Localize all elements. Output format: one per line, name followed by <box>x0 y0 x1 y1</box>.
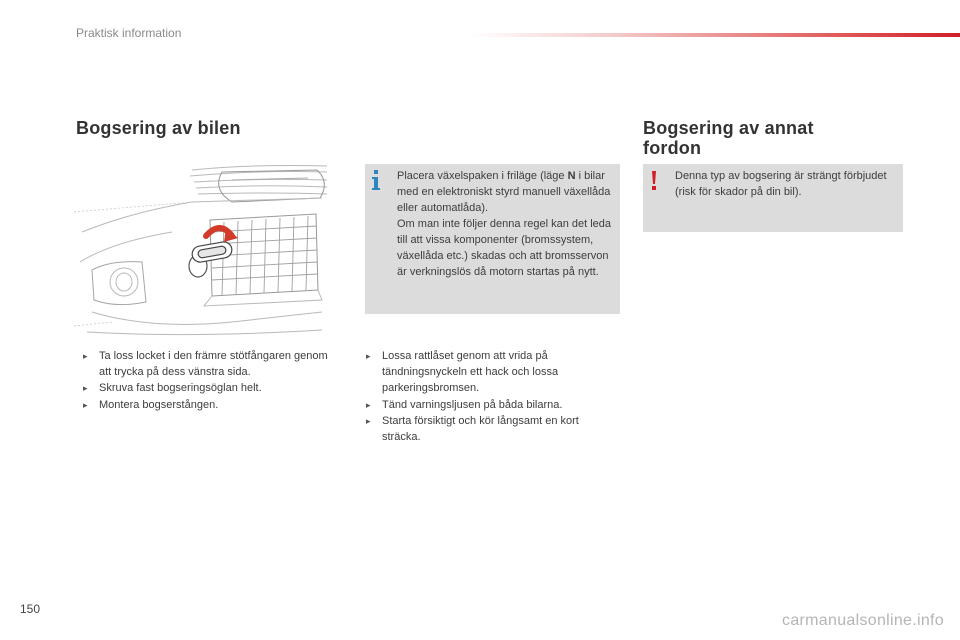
front-bumper-tow-eye-illustration <box>72 162 332 338</box>
steps-list-middle <box>366 348 616 445</box>
info-note-text-2: Om man inte följer denna regel kan det leda till att vissa komponenter (bromssystem, växellåda etc.) skadas och att bromsservon är verkningslös då motorn startas på nytt. <box>397 218 612 278</box>
step-text: Lossa rattlåset genom att vrida på tändningsnyckeln ett hack och lossa parkeringsbromsen. <box>382 350 559 395</box>
pointer-icon: ▸ <box>83 399 88 410</box>
step-text: Skruva fast bogseringsöglan helt. <box>99 382 262 395</box>
pointer-icon: ▸ <box>366 351 371 361</box>
header-accent-bar <box>470 33 960 37</box>
info-note-gear-letter: N <box>567 170 576 182</box>
list-item <box>366 348 616 397</box>
step-text: Montera bogserstången. <box>99 398 219 411</box>
warning-note-box <box>643 164 903 232</box>
info-note-text-before: Placera växelspaken i friläge (läge <box>397 170 568 182</box>
list-item <box>366 413 616 445</box>
step-text: Starta försiktigt och kör långsamt en kort sträcka. <box>382 414 579 444</box>
pointer-icon: ▸ <box>366 399 371 410</box>
list-item <box>83 397 333 413</box>
title-towing-other-vehicle: Bogsering av annat fordon <box>643 118 814 158</box>
watermark: carmanualsonline.info <box>782 612 944 629</box>
step-text: Tänd varningsljusen på båda bilarna. <box>382 398 563 411</box>
info-note-box <box>365 164 620 314</box>
pointer-icon: ▸ <box>366 415 371 426</box>
list-item <box>83 380 333 396</box>
list-item <box>366 397 616 413</box>
info-icon <box>369 169 383 191</box>
exclamation-icon <box>647 169 661 191</box>
steps-list-left <box>83 348 333 413</box>
page-number: 150 <box>20 602 41 616</box>
title-towing-own-car: Bogsering av bilen <box>76 118 241 138</box>
info-note-text <box>397 168 614 280</box>
list-item <box>83 348 333 380</box>
section-header: Praktisk information <box>76 26 182 40</box>
pointer-icon: ▸ <box>83 351 88 361</box>
info-note-text-after: i bilar med en elektroniskt styrd manuell växellåda eller automatlåda). <box>397 170 611 214</box>
warning-note-text: Denna typ av bogsering är strängt förbjudet (risk för skador på din bil). <box>675 170 887 198</box>
pointer-icon: ▸ <box>83 383 88 394</box>
step-text: Ta loss locket i den främre stötfångaren genom att trycka på dess vänstra sida. <box>99 350 328 379</box>
